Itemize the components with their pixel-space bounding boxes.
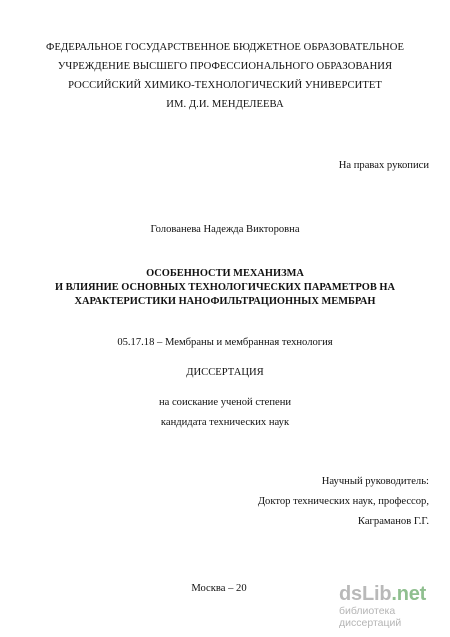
header-line-1: ФЕДЕРАЛЬНОЕ ГОСУДАРСТВЕННОЕ БЮДЖЕТНОЕ ОБРАЗОВАТЕЛЬНОЕ	[46, 42, 404, 53]
supervisor-degree: Доктор технических наук, профессор,	[257, 496, 429, 507]
supervisor-label: Научный руководитель:	[321, 476, 429, 487]
dslib-logo	[339, 584, 444, 604]
dslib-logo-main: dsLib	[339, 583, 392, 605]
year-redaction	[247, 581, 259, 592]
specialty-code: 05.17.18 – Мембраны и мембранная технология	[117, 337, 333, 348]
author-name: Голованева Надежда Викторовна	[150, 224, 300, 235]
dslib-logo-tld: .net	[391, 583, 427, 605]
thesis-title-line-2: И ВЛИЯНИЕ ОСНОВНЫХ ТЕХНОЛОГИЧЕСКИХ ПАРАМЕТРОВ НА	[55, 282, 395, 293]
degree-line-1: на соискание ученой степени	[158, 397, 292, 408]
document-type: ДИССЕРТАЦИЯ	[186, 367, 264, 378]
degree-line-2: кандидата технических наук	[160, 417, 290, 428]
supervisor-name: Каграманов Г.Г.	[357, 516, 429, 527]
thesis-title-line-1: ОСОБЕННОСТИ МЕХАНИЗМА	[146, 268, 304, 279]
city-year-text: Москва – 20	[191, 583, 247, 594]
dslib-watermark[interactable]	[339, 584, 444, 629]
thesis-title-line-3: ХАРАКТЕРИСТИКИ НАНОФИЛЬТРАЦИОННЫХ МЕМБРАН	[74, 296, 376, 307]
header-line-3: РОССИЙСКИЙ ХИМИКО-ТЕХНОЛОГИЧЕСКИЙ УНИВЕРСИТЕТ	[68, 80, 382, 91]
manuscript-note: На правах рукописи	[338, 160, 429, 171]
header-line-4: ИМ. Д.И. МЕНДЕЛЕЕВА	[166, 99, 284, 110]
dslib-subtitle: библиотека диссертаций	[339, 605, 402, 629]
header-line-2: УЧРЕЖДЕНИЕ ВЫСШЕГО ПРОФЕССИОНАЛЬНОГО ОБРАЗОВАНИЯ	[57, 61, 393, 72]
